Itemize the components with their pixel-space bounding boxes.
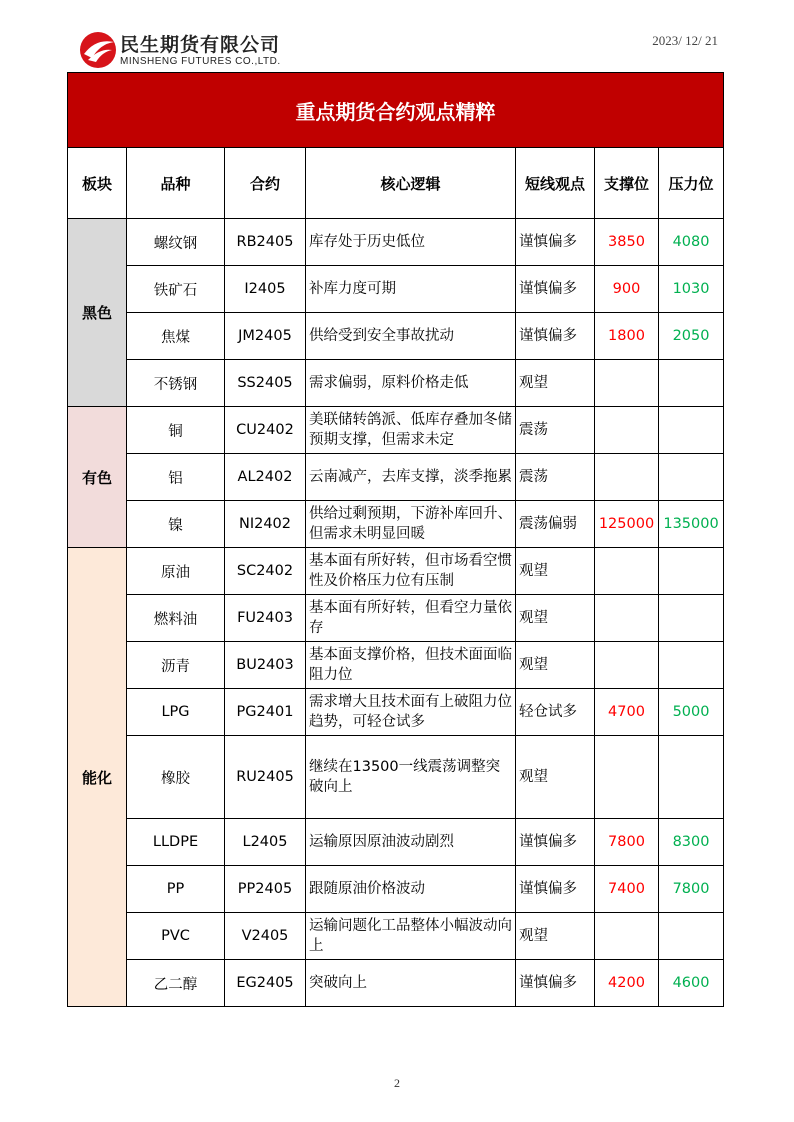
- support-cell: [595, 548, 659, 595]
- resistance-cell: 135000: [659, 501, 724, 548]
- resistance-cell: [659, 595, 724, 642]
- view-cell: 谨慎偏多: [516, 819, 595, 866]
- contract-cell: L2405: [225, 819, 306, 866]
- product-cell: 铜: [127, 407, 225, 454]
- resistance-cell: [659, 360, 724, 407]
- view-cell: 震荡偏弱: [516, 501, 595, 548]
- support-cell: 4700: [595, 689, 659, 736]
- view-cell: 震荡: [516, 407, 595, 454]
- contract-cell: SS2405: [225, 360, 306, 407]
- view-cell: 观望: [516, 736, 595, 819]
- view-cell: 震荡: [516, 454, 595, 501]
- contract-cell: I2405: [225, 266, 306, 313]
- logic-cell: 库存处于历史低位: [306, 219, 516, 266]
- table-row: [68, 219, 724, 266]
- logic-cell: 供给过剩预期，下游补库回升、但需求未明显回暖: [306, 501, 516, 548]
- resistance-cell: 2050: [659, 313, 724, 360]
- resistance-cell: [659, 736, 724, 819]
- view-cell: 轻仓试多: [516, 689, 595, 736]
- header-contract: 合约: [225, 148, 306, 219]
- sector-cell: 能化: [68, 548, 127, 1007]
- contract-cell: BU2403: [225, 642, 306, 689]
- page-number: 2: [394, 1076, 400, 1090]
- logic-cell: 云南减产，去库支撑，淡季拖累: [306, 454, 516, 501]
- logic-cell: 供给受到安全事故扰动: [306, 313, 516, 360]
- product-cell: LPG: [127, 689, 225, 736]
- view-cell: 观望: [516, 548, 595, 595]
- contract-cell: RU2405: [225, 736, 306, 819]
- support-cell: 7800: [595, 819, 659, 866]
- company-name-en: MINSHENG FUTURES CO.,LTD.: [120, 56, 281, 67]
- resistance-cell: [659, 454, 724, 501]
- table-row: [68, 548, 724, 595]
- table-row: [68, 866, 724, 913]
- product-cell: 沥青: [127, 642, 225, 689]
- table-row: [68, 313, 724, 360]
- view-cell: 谨慎偏多: [516, 266, 595, 313]
- header-sector: 板块: [68, 148, 127, 219]
- report-date: 2023/ 12/ 21: [652, 33, 718, 48]
- logic-cell: 运输原因原油波动剧烈: [306, 819, 516, 866]
- support-cell: 1800: [595, 313, 659, 360]
- support-cell: [595, 454, 659, 501]
- logic-cell: 基本面有所好转，但市场看空惯性及价格压力位有压制: [306, 548, 516, 595]
- resistance-cell: 7800: [659, 866, 724, 913]
- contract-cell: AL2402: [225, 454, 306, 501]
- support-cell: 3850: [595, 219, 659, 266]
- product-cell: 焦煤: [127, 313, 225, 360]
- product-cell: 镍: [127, 501, 225, 548]
- support-cell: 900: [595, 266, 659, 313]
- contract-cell: EG2405: [225, 960, 306, 1007]
- table-row: [68, 501, 724, 548]
- product-cell: LLDPE: [127, 819, 225, 866]
- resistance-cell: 4600: [659, 960, 724, 1007]
- logic-cell: 基本面有所好转，但看空力量依存: [306, 595, 516, 642]
- support-cell: [595, 736, 659, 819]
- view-cell: 谨慎偏多: [516, 313, 595, 360]
- logic-cell: 美联储转鸽派、低库存叠加冬储预期支撑，但需求未定: [306, 407, 516, 454]
- header-logic: 核心逻辑: [306, 148, 516, 219]
- company-logo: [78, 28, 318, 72]
- resistance-cell: [659, 407, 724, 454]
- view-cell: 谨慎偏多: [516, 219, 595, 266]
- resistance-cell: 8300: [659, 819, 724, 866]
- logic-cell: 基本面支撑价格，但技术面面临阻力位: [306, 642, 516, 689]
- product-cell: 不锈钢: [127, 360, 225, 407]
- table-row: [68, 736, 724, 819]
- contract-cell: FU2403: [225, 595, 306, 642]
- view-cell: 谨慎偏多: [516, 866, 595, 913]
- header-view: 短线观点: [516, 148, 595, 219]
- logic-cell: 需求增大且技术面有上破阻力位趋势，可轻仓试多: [306, 689, 516, 736]
- view-cell: 观望: [516, 595, 595, 642]
- product-cell: 乙二醇: [127, 960, 225, 1007]
- view-cell: 观望: [516, 642, 595, 689]
- sector-cell: 有色: [68, 407, 127, 548]
- resistance-cell: 4080: [659, 219, 724, 266]
- table-row: [68, 407, 724, 454]
- support-cell: [595, 595, 659, 642]
- support-cell: [595, 913, 659, 960]
- support-cell: [595, 642, 659, 689]
- logic-cell: 跟随原油价格波动: [306, 866, 516, 913]
- product-cell: 橡胶: [127, 736, 225, 819]
- minsheng-logo-icon: [78, 30, 118, 70]
- company-name-cn: 民生期货有限公司: [120, 34, 281, 56]
- table-row: [68, 819, 724, 866]
- contract-cell: CU2402: [225, 407, 306, 454]
- logic-cell: 运输问题化工品整体小幅波动向上: [306, 913, 516, 960]
- support-cell: 125000: [595, 501, 659, 548]
- product-cell: 螺纹钢: [127, 219, 225, 266]
- contract-cell: NI2402: [225, 501, 306, 548]
- contract-cell: PP2405: [225, 866, 306, 913]
- product-cell: PP: [127, 866, 225, 913]
- product-cell: 燃料油: [127, 595, 225, 642]
- resistance-cell: 1030: [659, 266, 724, 313]
- view-cell: 观望: [516, 360, 595, 407]
- support-cell: [595, 360, 659, 407]
- futures-views-table: [67, 72, 724, 1007]
- support-cell: 7400: [595, 866, 659, 913]
- sector-cell: 黑色: [68, 219, 127, 407]
- product-cell: 原油: [127, 548, 225, 595]
- table-row: [68, 266, 724, 313]
- contract-cell: SC2402: [225, 548, 306, 595]
- contract-cell: RB2405: [225, 219, 306, 266]
- table-row: [68, 913, 724, 960]
- resistance-cell: [659, 913, 724, 960]
- product-cell: 铝: [127, 454, 225, 501]
- header-support: 支撑位: [595, 148, 659, 219]
- resistance-cell: [659, 642, 724, 689]
- table-row: [68, 454, 724, 501]
- product-cell: 铁矿石: [127, 266, 225, 313]
- resistance-cell: [659, 548, 724, 595]
- logic-cell: 需求偏弱，原料价格走低: [306, 360, 516, 407]
- header-resistance: 压力位: [659, 148, 724, 219]
- logic-cell: 突破向上: [306, 960, 516, 1007]
- view-cell: 观望: [516, 913, 595, 960]
- table-row: [68, 960, 724, 1007]
- resistance-cell: 5000: [659, 689, 724, 736]
- logic-cell: 补库力度可期: [306, 266, 516, 313]
- contract-cell: PG2401: [225, 689, 306, 736]
- view-cell: 谨慎偏多: [516, 960, 595, 1007]
- table-row: [68, 595, 724, 642]
- product-cell: PVC: [127, 913, 225, 960]
- table-row: [68, 360, 724, 407]
- support-cell: [595, 407, 659, 454]
- support-cell: 4200: [595, 960, 659, 1007]
- logic-cell: 继续在13500一线震荡调整突破向上: [306, 736, 516, 819]
- table-row: [68, 689, 724, 736]
- table-row: [68, 642, 724, 689]
- table-title: 重点期货合约观点精粹: [68, 73, 724, 148]
- contract-cell: JM2405: [225, 313, 306, 360]
- header-row: [68, 148, 724, 219]
- contract-cell: V2405: [225, 913, 306, 960]
- header-product: 品种: [127, 148, 225, 219]
